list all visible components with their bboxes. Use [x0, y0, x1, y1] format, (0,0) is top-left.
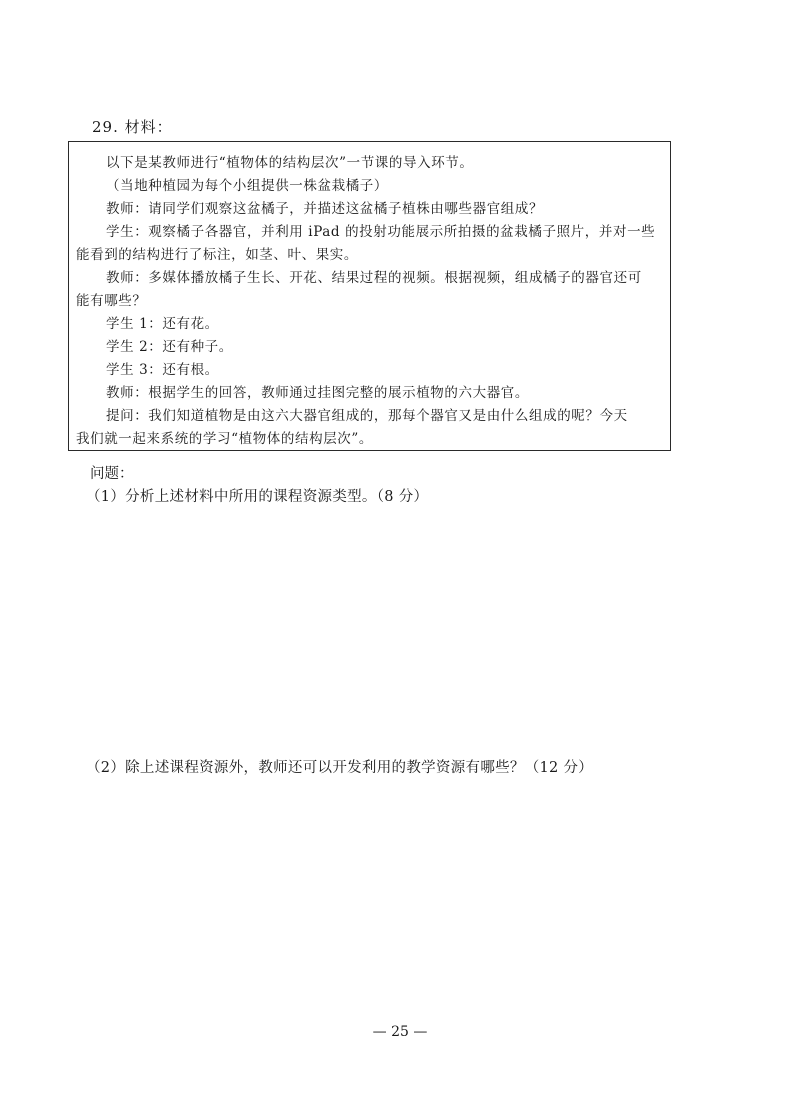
page-number: — 25 —: [372, 1024, 428, 1040]
material-line: 学生 2：还有种子。: [106, 339, 233, 355]
material-line: 教师：请同学们观察这盆橘子，并描述这盆橘子植株由哪些器官组成？: [106, 201, 544, 217]
material-line: 我们就一起来系统的学习“植物体的结构层次”。: [76, 431, 374, 447]
material-line: 能有哪些？: [76, 293, 147, 309]
material-line: 学生 1：还有花。: [106, 316, 219, 332]
question-item: （1）分析上述材料中所用的课程资源类型。（8 分）: [86, 489, 429, 505]
material-line: 教师：根据学生的回答，教师通过挂图完整的展示植物的六大器官。: [106, 385, 529, 401]
material-line: 能看到的结构进行了标注，如茎、叶、果实。: [76, 247, 358, 263]
material-line: （当地种植园为每个小组提供一株盆栽橘子）: [106, 178, 388, 194]
material-line: 学生：观察橘子各器官，并利用 iPad 的投射功能展示所拍摄的盆栽橘子照片，并对一些: [106, 224, 656, 240]
material-line: 学生 3：还有根。: [106, 362, 219, 378]
question-item: （2）除上述课程资源外，教师还可以开发利用的教学资源有哪些？（12 分）: [86, 760, 594, 776]
question-number: 29. 材料：: [92, 118, 173, 136]
material-line: 提问：我们知道植物是由这六大器官组成的，那每个器官又是由什么组成的呢？今天: [106, 408, 628, 424]
material-line: 以下是某教师进行“植物体的结构层次”一节课的导入环节。: [106, 155, 474, 171]
material-line: 教师：多媒体播放橘子生长、开花、结果过程的视频。根据视频，组成橘子的器官还可: [106, 270, 642, 286]
questions-label: 问题：: [90, 466, 134, 482]
